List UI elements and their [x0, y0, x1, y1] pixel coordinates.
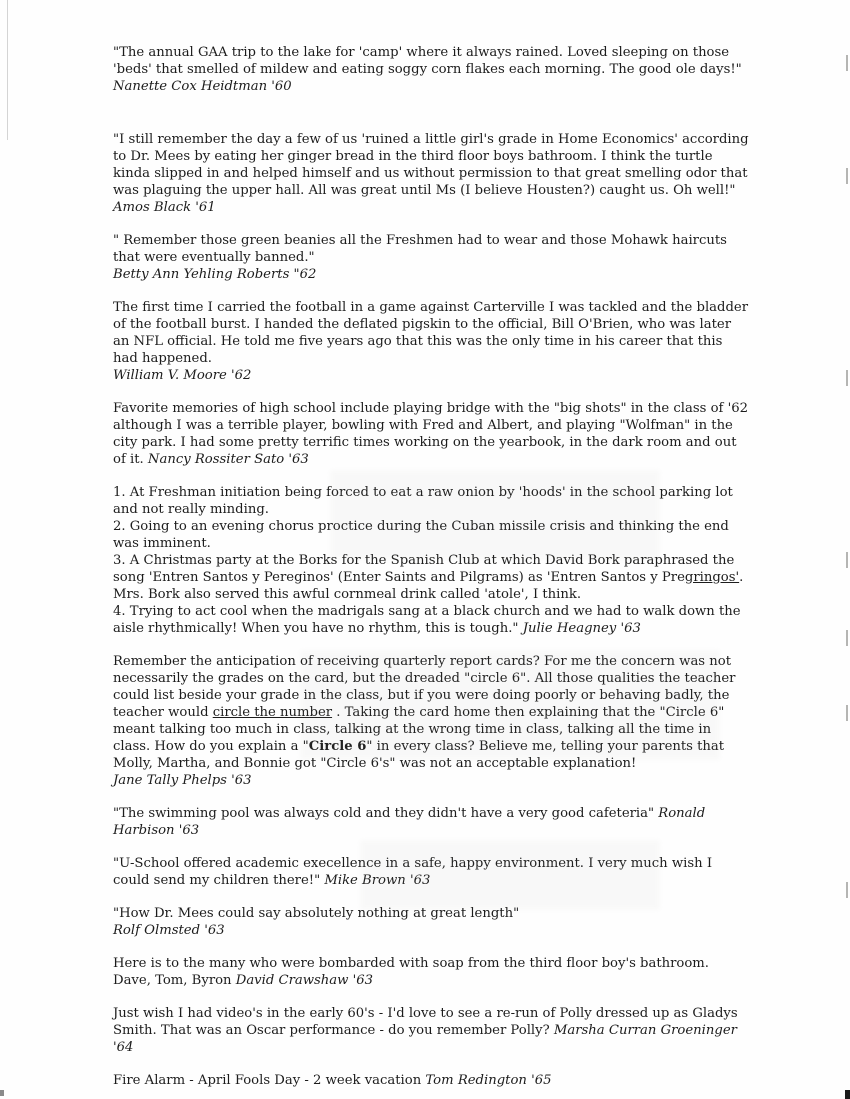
scan-edge-mark [846, 370, 848, 386]
text-segment: "The swimming pool was always cold and they didn't have a very good cafeteria" [113, 806, 659, 821]
scan-bottom-left-mark [0, 1090, 4, 1096]
text-segment-b: Circle 6 [308, 739, 367, 754]
bleedthrough-smudge [300, 650, 720, 760]
scan-edge-mark [846, 882, 848, 898]
memory-moore-62 [113, 299, 749, 384]
scan-edge-mark [846, 55, 848, 71]
text-segment: Remember the anticipation of receiving quarterly report cards? For me the concern was not necessarily the grades on the card, but the dreaded "circle 6". All those qualities the teacher could list beside your grade in the class, but if you were doing poorly or behaving badly, the teacher would [113, 654, 736, 720]
memory-roberts-62 [113, 232, 749, 283]
text-segment: The first time I carried the football in a game against Carterville I was tackled and the bladder of the football burst. I handed the deflated pigskin to the official, Bill O'Brien, who was later an NFL official. He told me five years ago that this was the only time in his career that this had happened. [113, 300, 749, 366]
memory-olmsted-63 [113, 905, 749, 939]
text-segment: "How Dr. Mees could say absolutely nothing at great length" [113, 906, 520, 921]
text-segment: 4. Trying to act cool when the madrigals sang at a black church and we had to walk down the aisle rhythmically! When you have no rhythm, this is tough." [113, 604, 741, 636]
text-segment-u: circle the number [212, 705, 333, 720]
text-segment: . Mrs. Bork also served this awful cornmeal drink called 'atole', I think. [113, 570, 744, 602]
text-segment-i: Tom Redington '65 [425, 1073, 552, 1088]
text-segment: Just wish I had video's in the early 60's - I'd love to see a re-run of Polly dressed up as Gladys Smith. That was an Oscar performance - do you remember Polly? [113, 1006, 738, 1038]
text-segment-i: Amos Black '61 [113, 200, 216, 215]
text-segment-i: Julie Heagney '63 [522, 621, 641, 636]
text-segment-i: Ronald Harbison '63 [113, 806, 706, 838]
text-segment: "I still remember the day a few of us 'ruined a little girl's grade in Home Economics' according to Dr. Mees by eating her ginger bread in the third floor boys bathroom. I think the turtle kinda slipped in and helped himself and us without permission to that great smelling odor that was plaguing the upper hall. All was great until Ms (I believe Housten?) caught us. Oh well!" [113, 132, 749, 198]
text-segment: " in every class? Believe me, telling your parents that Molly, Martha, and Bonnie got "Circle 6's" was not an acceptable explanation! [113, 739, 725, 771]
text-segment-i: David Crawshaw '63 [235, 973, 374, 988]
text-segment: . Taking the card home then explaining that the "Circle 6" meant talking too much in class, talking at the wrong time in class, talking all the time in class. How do you explain a " [113, 705, 725, 754]
text-segment: Here is to the many who were bombarded with soap from the third floor boy's bathroom. Dave, Tom, Byron [113, 956, 710, 988]
text-segment-i: Nancy Rossiter Sato '63 [147, 452, 309, 467]
text-segment-i: Rolf Olmsted '63 [113, 923, 225, 938]
text-segment: Fire Alarm - April Fools Day - 2 week vacation [113, 1073, 426, 1088]
scan-edge-mark [846, 630, 848, 646]
text-segment-i: Jane Tally Phelps '63 [113, 773, 252, 788]
text-segment: "The annual GAA trip to the lake for 'camp' where it always rained. Loved sleeping on those 'beds' that smelled of mildew and eating soggy corn flakes each morning. The good ole days!" [113, 45, 742, 77]
scan-edge-mark [846, 168, 848, 184]
text-segment: 3. A Christmas party at the Borks for the Spanish Club at which David Bork paraphrased the song 'Entren Santos y Pereginos' (Enter Saints and Pilgrams) as 'Entren Santos y Pre [113, 553, 735, 585]
text-segment-u: gringos' [684, 570, 740, 585]
text-segment: Favorite memories of high school include playing bridge with the "big shots" in the class of '62 although I was a terrible player, bowling with Fred and Albert, and playing "Wolfman" in the city park. I had some pretty terrific times working on the yearbook, in the dark room and out of it. [113, 401, 749, 467]
text-segment: "U-School offered academic execellence in a safe, happy environment. I very much wish I could send my children there!" [113, 856, 713, 888]
memory-groeninger-64 [113, 1005, 749, 1056]
memory-black-61 [113, 131, 749, 216]
text-segment: " Remember those green beanies all the Freshmen had to wear and those Mohawk haircuts that were eventually banned." [113, 233, 727, 265]
text-segment: 1. At Freshman initiation being forced to eat a raw onion by 'hoods' in the school parking lot and not really minding. [113, 485, 733, 517]
page-paragraphs [113, 44, 749, 1099]
scan-edge-mark [846, 552, 848, 568]
memory-heidtman-60 [113, 44, 749, 95]
text-segment-i: Nanette Cox Heidtman '60 [113, 79, 292, 94]
memory-harbison-63 [113, 805, 749, 839]
text-segment-i: Mike Brown '63 [324, 873, 431, 888]
scan-bottom-right-mark [845, 1090, 850, 1099]
text-segment-i: William V. Moore '62 [113, 368, 252, 383]
scan-edge-mark [846, 705, 848, 721]
bleedthrough-smudge [330, 470, 660, 560]
memory-redington-65 [113, 1072, 749, 1089]
text-segment: 2. Going to an evening chorus proctice during the Cuban missile crisis and thinking the end was imminent. [113, 519, 729, 551]
text-segment-i: Betty Ann Yehling Roberts "62 [113, 267, 317, 282]
scan-left-edge-line [7, 0, 8, 140]
text-segment-i: Marsha Curran Groeninger '64 [113, 1023, 737, 1055]
memory-crawshaw-63 [113, 955, 749, 989]
memory-sato-63 [113, 400, 749, 468]
bleedthrough-smudge [360, 840, 660, 910]
